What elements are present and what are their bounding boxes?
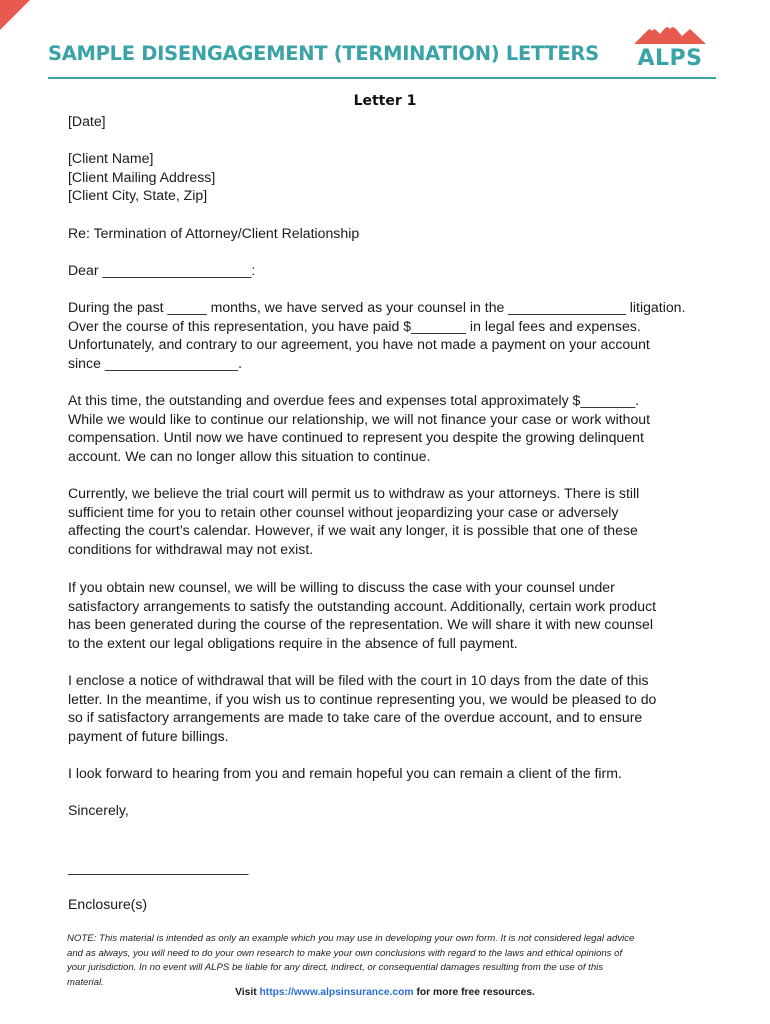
paragraph-line: affecting the court’s calendar. However, if we wait any longer, it is possible that one of these xyxy=(68,522,638,539)
visit-prefix: Visit xyxy=(235,987,260,998)
salutation xyxy=(68,261,718,280)
paragraph-line: compensation. Until now we have continued to represent you despite the growing delinquent xyxy=(68,429,644,446)
paragraph-line: to the extent our legal obligations require in the absence of full payment. xyxy=(68,634,518,651)
paragraph-line: account. We can no longer allow this situation to continue. xyxy=(68,447,431,464)
closing xyxy=(68,801,718,820)
client-address: [Client Mailing Address] xyxy=(68,168,216,185)
paragraph-line: If you obtain new counsel, we will be willing to discuss the case with your counsel under xyxy=(68,579,615,595)
paragraph-line: While we would like to continue our relationship, we will not finance your case or work without xyxy=(68,410,651,427)
website-link[interactable]: https://www.alpsinsurance.com xyxy=(259,987,414,998)
paragraph-line: I look forward to hearing from you and remain hopeful you can remain a client of the firm. xyxy=(68,765,622,781)
paragraph-line: At this time, the outstanding and overdue fees and expenses total approximately $_______. xyxy=(68,392,640,408)
note-line: and as always, you will need to do your own research to make your own conclusions with regard to the laws and ethical opinions of xyxy=(67,947,623,959)
signature-line: _______________________ xyxy=(68,859,249,875)
address-block xyxy=(68,149,718,205)
paragraph-line: conditions for withdrawal may not exist. xyxy=(68,540,314,557)
note-line: your jurisdiction. In no event will ALPS be liable for any direct, indirect, or consequential damages resulting from the use of this xyxy=(67,962,604,973)
date-placeholder: [Date] xyxy=(68,113,106,129)
paragraph-6 xyxy=(68,764,718,783)
letter-heading: Letter 1 xyxy=(353,93,417,109)
signature-block xyxy=(68,858,718,877)
enclosure-text: Enclosure(s) xyxy=(68,896,148,912)
disclaimer-note xyxy=(67,932,717,990)
paragraph-line: so if satisfactory arrangements are made to take care of the overdue account, and to ensure xyxy=(68,709,643,726)
salutation-text: Dear ___________________: xyxy=(68,262,256,278)
paragraph-line: since _________________. xyxy=(68,354,242,371)
paragraph-2 xyxy=(68,391,718,465)
client-name: [Client Name] xyxy=(68,150,154,166)
logo-wordmark: ALPS xyxy=(637,46,703,71)
paragraph-line: Unfortunately, and contrary to our agreement, you have not made a payment on your account xyxy=(68,336,650,353)
closing-text: Sincerely, xyxy=(68,802,129,818)
date-line xyxy=(68,112,718,131)
alps-logo xyxy=(622,20,718,72)
header-divider xyxy=(48,77,716,79)
re-subject: Re: Termination of Attorney/Client Relationship xyxy=(68,225,360,241)
paragraph-line: Currently, we believe the trial court will permit us to withdraw as your attorneys. There is still xyxy=(68,485,640,501)
corner-decoration xyxy=(0,0,30,30)
visit-suffix: for more free resources. xyxy=(413,987,535,998)
paragraph-1 xyxy=(68,298,718,372)
paragraph-4 xyxy=(68,578,718,652)
paragraph-line: Over the course of this representation, you have paid $_______ in legal fees and expenses. xyxy=(68,317,641,334)
footer-visit xyxy=(0,987,770,998)
paragraph-3 xyxy=(68,484,718,558)
client-city: [Client City, State, Zip] xyxy=(68,187,208,204)
note-line: material. xyxy=(67,976,104,988)
enclosure xyxy=(68,895,718,914)
paragraph-line: has been generated during the course of the representation. We will share it with new counsel xyxy=(68,616,653,633)
paragraph-line: sufficient time for you to retain other counsel without jeopardizing your case or adversely xyxy=(68,503,619,520)
page-header xyxy=(48,20,718,78)
paragraph-line: I enclose a notice of withdrawal that will be filed with the court in 10 days from the date of this xyxy=(68,672,649,688)
paragraph-line: During the past _____ months, we have served as your counsel in the _______________ litigation. xyxy=(68,299,686,315)
document-title: SAMPLE DISENGAGEMENT (TERMINATION) LETTERS xyxy=(48,42,599,65)
paragraph-line: payment of future billings. xyxy=(68,727,229,744)
paragraph-line: letter. In the meantime, if you wish us to continue representing you, we would be pleased to do xyxy=(68,690,657,707)
note-line: NOTE: This material is intended as only an example which you may use in developing your own form. It is not considered legal advice xyxy=(67,933,635,944)
re-line xyxy=(68,224,718,243)
mountain-logo-icon xyxy=(634,20,706,48)
paragraph-5 xyxy=(68,671,718,745)
paragraph-line: satisfactory arrangements to satisfy the outstanding account. Additionally, certain work product xyxy=(68,597,657,614)
